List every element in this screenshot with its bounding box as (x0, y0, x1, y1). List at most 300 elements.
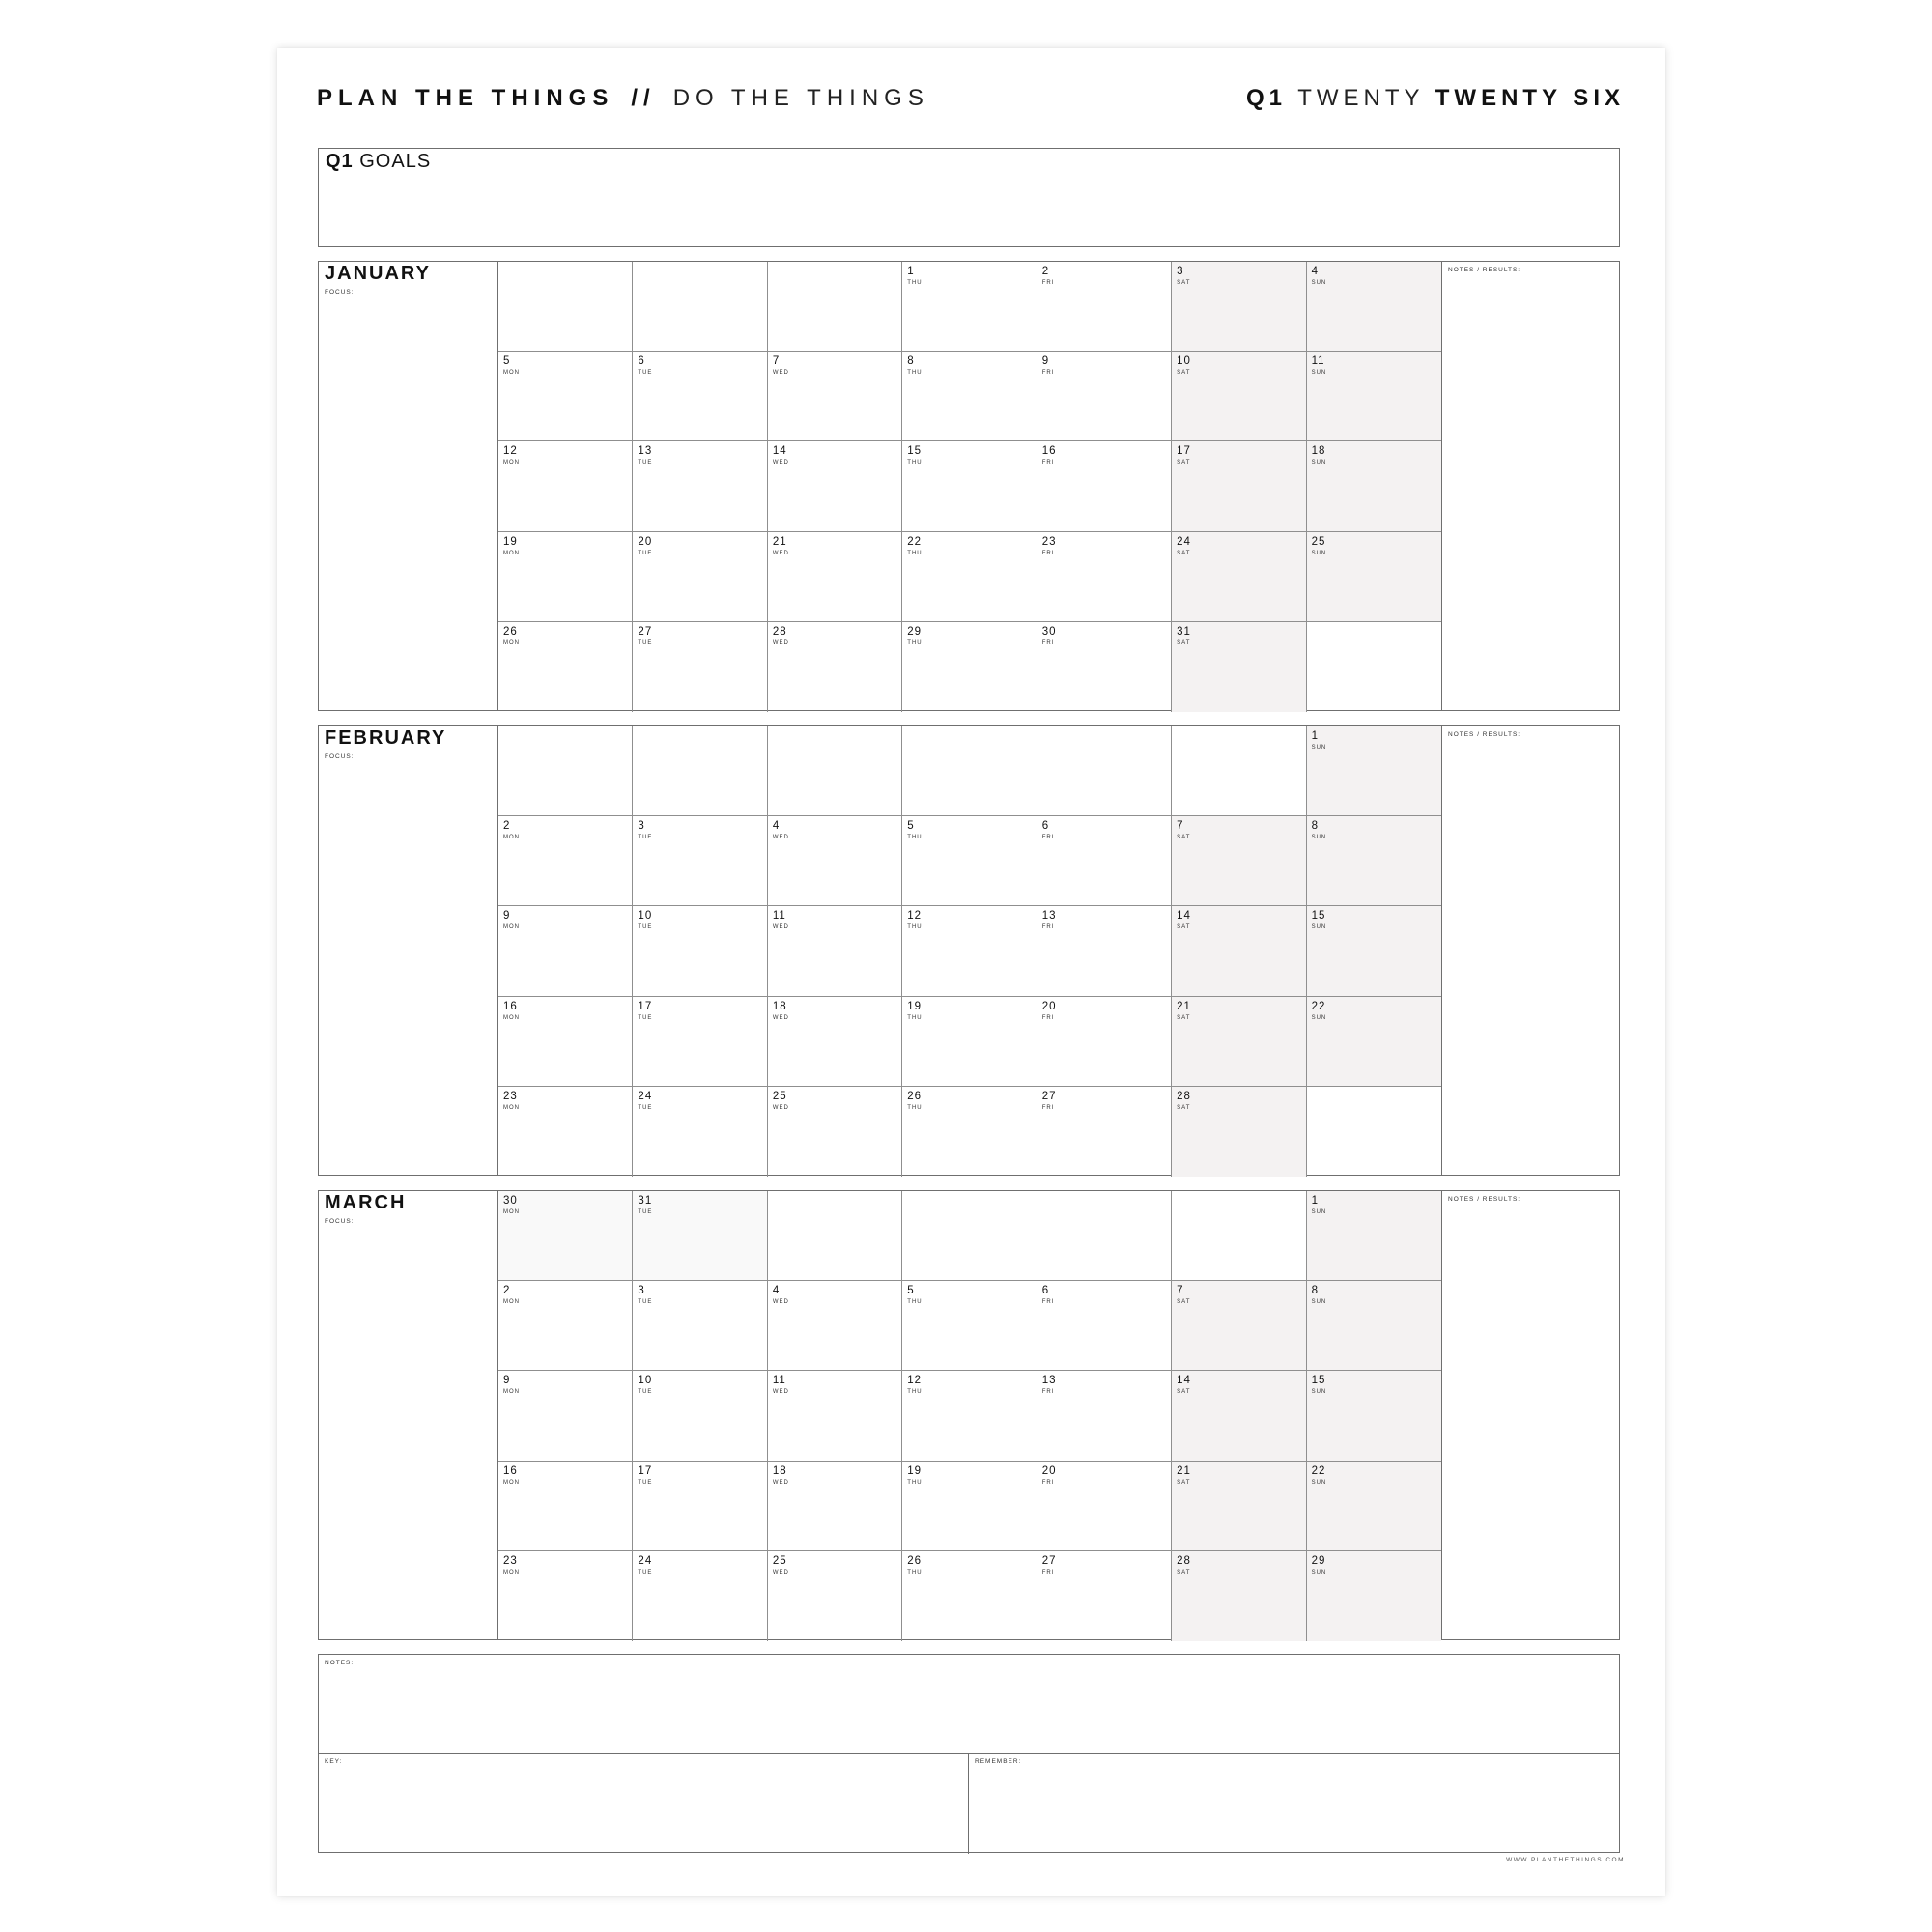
day-cell (498, 1462, 633, 1551)
year-bold: TWENTY SIX (1435, 85, 1625, 111)
brand-bold: PLAN THE THINGS (317, 85, 614, 111)
day-name: MON (503, 835, 520, 841)
day-name: THU (907, 1479, 923, 1486)
day-cell (1037, 816, 1172, 906)
day-name: TUE (638, 835, 653, 841)
day-number: 16 (503, 1000, 518, 1012)
day-cell (1037, 441, 1172, 531)
day-number: 11 (772, 1375, 786, 1387)
day-name: WED (772, 1479, 789, 1486)
day-number: 13 (1041, 910, 1057, 923)
day-name: FRI (1041, 1389, 1055, 1396)
goals-prefix: Q1 (326, 151, 354, 172)
footer-url: WWW.PLANTHETHINGS.COM (1506, 1857, 1625, 1863)
day-cell (768, 1281, 902, 1371)
day-number: 6 (1041, 820, 1050, 833)
day-cell (633, 1462, 767, 1551)
day-cell (1172, 816, 1306, 906)
day-name: SUN (1311, 745, 1327, 751)
day-number: 25 (772, 1090, 787, 1102)
day-name: MON (503, 550, 520, 556)
day-name: SUN (1311, 1569, 1327, 1576)
day-cell (768, 906, 902, 996)
day-cell (1307, 262, 1441, 352)
goals-label: GOALS (359, 151, 432, 172)
empty-day-cell (1037, 1191, 1172, 1281)
day-cell (633, 1551, 767, 1641)
day-cell (768, 1087, 902, 1177)
key-label: KEY: (325, 1758, 343, 1765)
day-number: 16 (1041, 445, 1057, 458)
day-number: 21 (1177, 1000, 1191, 1012)
day-number: 4 (1311, 266, 1319, 277)
day-name: MON (503, 460, 520, 467)
day-number: 8 (1311, 820, 1319, 833)
day-cell (633, 1191, 767, 1281)
day-number: 14 (1177, 910, 1191, 923)
day-name: TUE (638, 1389, 653, 1396)
day-name: THU (907, 1104, 923, 1111)
day-name: WED (772, 1014, 789, 1021)
day-cell (902, 1551, 1037, 1641)
day-cell (1307, 997, 1441, 1087)
day-name: WED (772, 1104, 789, 1111)
day-name: WED (772, 550, 789, 556)
month-name: FEBRUARY (325, 727, 447, 749)
focus-label: FOCUS: (325, 1218, 355, 1225)
day-cell (1307, 532, 1441, 622)
day-name: THU (907, 1389, 923, 1396)
day-name: SUN (1311, 1299, 1327, 1306)
day-name: FRI (1041, 280, 1055, 286)
day-cell (768, 1462, 902, 1551)
empty-day-cell (498, 262, 633, 352)
day-name: FRI (1041, 1569, 1055, 1576)
day-name: TUE (638, 1569, 653, 1576)
day-cell (1172, 997, 1306, 1087)
day-number: 12 (907, 910, 923, 923)
day-cell (633, 532, 767, 622)
day-number: 7 (1177, 820, 1184, 833)
empty-day-cell (1307, 622, 1441, 712)
day-name: TUE (638, 924, 653, 931)
day-name: THU (907, 370, 923, 377)
day-number: 3 (638, 820, 645, 833)
day-name: SAT (1177, 924, 1191, 931)
bottom-notes-box (318, 1654, 1620, 1853)
day-number: 23 (503, 1090, 518, 1102)
day-name: THU (907, 924, 923, 931)
day-name: SAT (1177, 1104, 1191, 1111)
day-name: FRI (1041, 1479, 1055, 1486)
month-label-cell (319, 726, 498, 1175)
day-name: FRI (1041, 370, 1055, 377)
day-number: 26 (907, 1554, 923, 1567)
day-number: 10 (638, 910, 653, 923)
header-brand (317, 85, 929, 112)
day-name: MON (503, 1389, 520, 1396)
day-name: THU (907, 639, 923, 646)
day-number: 13 (1041, 1375, 1057, 1387)
brand-separator: // (631, 85, 656, 111)
day-cell (902, 532, 1037, 622)
day-cell (1037, 997, 1172, 1087)
day-cell (498, 1087, 633, 1177)
notes-results-column (1441, 262, 1621, 710)
day-number: 29 (907, 625, 923, 638)
day-number: 18 (1311, 445, 1326, 458)
day-name: SAT (1177, 1014, 1191, 1021)
day-name: SAT (1177, 1479, 1191, 1486)
day-name: TUE (638, 639, 653, 646)
day-number: 30 (1041, 625, 1057, 638)
year-light: TWENTY (1297, 85, 1425, 111)
day-number: 26 (907, 1090, 923, 1102)
notes-results-label: NOTES / RESULTS: (1448, 731, 1521, 738)
day-number: 13 (638, 445, 653, 458)
day-number: 9 (503, 910, 511, 923)
day-number: 15 (1311, 910, 1326, 923)
day-number: 6 (638, 355, 645, 368)
day-name: SUN (1311, 370, 1327, 377)
empty-day-cell (768, 1191, 902, 1281)
day-cell (1172, 352, 1306, 441)
day-cell (1037, 1371, 1172, 1461)
month-label-cell (319, 262, 498, 710)
day-name: FRI (1041, 1014, 1055, 1021)
day-number: 17 (638, 1464, 653, 1477)
day-cell (1307, 816, 1441, 906)
day-cell (498, 997, 633, 1087)
goals-box (318, 148, 1620, 247)
day-name: TUE (638, 460, 653, 467)
day-number: 22 (1311, 1464, 1326, 1477)
day-number: 11 (1311, 355, 1325, 368)
day-cell (1172, 1087, 1306, 1177)
day-number: 4 (772, 1285, 781, 1297)
day-name: MON (503, 1299, 520, 1306)
day-cell (768, 997, 902, 1087)
day-number: 31 (638, 1195, 653, 1207)
day-number: 19 (503, 535, 518, 548)
day-cell (1172, 1462, 1306, 1551)
day-cell (1172, 622, 1306, 712)
day-name: WED (772, 835, 789, 841)
day-number: 3 (1177, 266, 1184, 277)
day-cell (1307, 726, 1441, 816)
day-number: 23 (503, 1554, 518, 1567)
day-number: 24 (1177, 535, 1191, 548)
day-name: SAT (1177, 460, 1191, 467)
day-name: THU (907, 1569, 923, 1576)
day-number: 27 (1041, 1554, 1057, 1567)
day-name: SUN (1311, 1389, 1327, 1396)
day-name: FRI (1041, 924, 1055, 931)
day-cell (633, 1087, 767, 1177)
day-number: 29 (1311, 1554, 1326, 1567)
day-cell (902, 816, 1037, 906)
day-cell (633, 622, 767, 712)
day-number: 2 (503, 820, 511, 833)
day-cell (498, 622, 633, 712)
day-cell (633, 352, 767, 441)
day-name: WED (772, 460, 789, 467)
day-cell (902, 262, 1037, 352)
day-name: SAT (1177, 280, 1191, 286)
day-number: 11 (772, 910, 786, 923)
day-number: 14 (772, 445, 787, 458)
day-number: 20 (1041, 1000, 1057, 1012)
day-cell (902, 906, 1037, 996)
day-name: TUE (638, 370, 653, 377)
day-number: 19 (907, 1464, 923, 1477)
day-cell (768, 1371, 902, 1461)
day-cell (768, 441, 902, 531)
day-name: THU (907, 835, 923, 841)
day-name: SAT (1177, 639, 1191, 646)
month-name: JANUARY (325, 263, 431, 284)
day-cell (902, 441, 1037, 531)
day-name: FRI (1041, 1104, 1055, 1111)
day-number: 7 (1177, 1285, 1184, 1297)
day-cell (768, 816, 902, 906)
day-cell (1307, 1191, 1441, 1281)
day-number: 18 (772, 1464, 787, 1477)
day-name: SAT (1177, 1299, 1191, 1306)
day-cell (1307, 441, 1441, 531)
day-cell (498, 816, 633, 906)
day-cell (768, 622, 902, 712)
day-name: MON (503, 639, 520, 646)
day-name: MON (503, 1104, 520, 1111)
day-cell (498, 1371, 633, 1461)
brand-light: DO THE THINGS (672, 85, 929, 111)
empty-day-cell (1307, 1087, 1441, 1177)
day-cell (498, 1551, 633, 1641)
day-cell (1307, 1281, 1441, 1371)
day-cell (498, 352, 633, 441)
day-name: SAT (1177, 1389, 1191, 1396)
focus-label: FOCUS: (325, 753, 355, 760)
notes-label: NOTES: (325, 1660, 355, 1666)
day-cell (633, 1281, 767, 1371)
day-number: 1 (1311, 730, 1319, 742)
day-name: MON (503, 1479, 520, 1486)
month-name: MARCH (325, 1192, 407, 1213)
day-name: FRI (1041, 550, 1055, 556)
day-number: 9 (503, 1375, 511, 1387)
day-name: SUN (1311, 550, 1327, 556)
day-number: 15 (907, 445, 923, 458)
day-number: 25 (772, 1554, 787, 1567)
day-cell (1307, 1371, 1441, 1461)
day-name: TUE (638, 550, 653, 556)
empty-day-cell (1172, 726, 1306, 816)
month-label-cell (319, 1191, 498, 1639)
day-cell (768, 352, 902, 441)
day-number: 12 (907, 1375, 923, 1387)
day-number: 28 (1177, 1090, 1191, 1102)
day-number: 10 (1177, 355, 1191, 368)
day-cell (1037, 532, 1172, 622)
day-number: 31 (1177, 625, 1191, 638)
day-number: 22 (1311, 1000, 1326, 1012)
day-cell (1037, 352, 1172, 441)
day-name: THU (907, 1014, 923, 1021)
day-cell (1037, 1462, 1172, 1551)
key-box (319, 1753, 969, 1854)
empty-day-cell (498, 726, 633, 816)
day-number: 6 (1041, 1285, 1050, 1297)
day-number: 30 (503, 1195, 518, 1207)
empty-day-cell (633, 262, 767, 352)
day-name: MON (503, 1014, 520, 1021)
day-number: 1 (907, 266, 915, 277)
day-name: WED (772, 1569, 789, 1576)
month-block-february (318, 725, 1620, 1176)
day-name: MON (503, 1569, 520, 1576)
day-name: THU (907, 280, 923, 286)
remember-box (969, 1753, 1619, 1854)
day-name: THU (907, 1299, 923, 1306)
day-number: 21 (772, 535, 787, 548)
day-cell (498, 532, 633, 622)
day-name: WED (772, 1299, 789, 1306)
day-number: 28 (1177, 1554, 1191, 1567)
empty-day-cell (902, 1191, 1037, 1281)
day-name: WED (772, 1389, 789, 1396)
day-cell (1172, 262, 1306, 352)
day-cell (1037, 262, 1172, 352)
day-cell (633, 906, 767, 996)
day-name: FRI (1041, 835, 1055, 841)
empty-day-cell (1172, 1191, 1306, 1281)
day-cell (633, 816, 767, 906)
day-name: WED (772, 924, 789, 931)
day-number: 2 (503, 1285, 511, 1297)
day-number: 5 (907, 1285, 915, 1297)
day-number: 27 (1041, 1090, 1057, 1102)
day-name: WED (772, 639, 789, 646)
day-number: 22 (907, 535, 923, 548)
day-cell (1172, 1281, 1306, 1371)
day-number: 25 (1311, 535, 1326, 548)
day-name: TUE (638, 1104, 653, 1111)
day-number: 8 (907, 355, 915, 368)
day-number: 8 (1311, 1285, 1319, 1297)
day-number: 10 (638, 1375, 653, 1387)
day-cell (1037, 1281, 1172, 1371)
day-cell (1307, 352, 1441, 441)
day-name: FRI (1041, 460, 1055, 467)
day-cell (768, 532, 902, 622)
day-cell (633, 441, 767, 531)
day-cell (1037, 622, 1172, 712)
month-block-january (318, 261, 1620, 711)
day-name: TUE (638, 1479, 653, 1486)
day-name: SAT (1177, 1569, 1191, 1576)
month-block-march (318, 1190, 1620, 1640)
day-cell (498, 906, 633, 996)
day-name: THU (907, 550, 923, 556)
day-number: 2 (1041, 266, 1050, 277)
day-name: WED (772, 370, 789, 377)
focus-label: FOCUS: (325, 289, 355, 296)
day-cell (633, 997, 767, 1087)
day-cell (1172, 1551, 1306, 1641)
day-cell (1172, 1371, 1306, 1461)
day-number: 18 (772, 1000, 787, 1012)
notes-results-column (1441, 1191, 1621, 1639)
day-number: 23 (1041, 535, 1057, 548)
remember-label: REMEMBER: (975, 1758, 1022, 1765)
day-cell (633, 1371, 767, 1461)
day-name: MON (503, 1209, 520, 1215)
day-name: SAT (1177, 370, 1191, 377)
day-number: 20 (1041, 1464, 1057, 1477)
day-number: 17 (638, 1000, 653, 1012)
day-name: TUE (638, 1299, 653, 1306)
day-cell (902, 1087, 1037, 1177)
day-cell (1172, 441, 1306, 531)
day-name: SUN (1311, 924, 1327, 931)
empty-day-cell (902, 726, 1037, 816)
day-number: 19 (907, 1000, 923, 1012)
day-cell (902, 1462, 1037, 1551)
day-name: SUN (1311, 1209, 1327, 1215)
day-cell (498, 441, 633, 531)
header-quarter (1246, 85, 1625, 112)
day-cell (1172, 906, 1306, 996)
day-name: THU (907, 460, 923, 467)
empty-day-cell (1037, 726, 1172, 816)
day-cell (1307, 906, 1441, 996)
day-number: 5 (503, 355, 511, 368)
day-number: 17 (1177, 445, 1191, 458)
day-cell (1037, 906, 1172, 996)
day-name: MON (503, 370, 520, 377)
day-cell (902, 352, 1037, 441)
day-number: 5 (907, 820, 915, 833)
day-cell (1172, 532, 1306, 622)
day-number: 16 (503, 1464, 518, 1477)
day-name: SUN (1311, 1479, 1327, 1486)
day-number: 24 (638, 1090, 653, 1102)
empty-day-cell (768, 262, 902, 352)
day-name: SAT (1177, 835, 1191, 841)
day-cell (768, 1551, 902, 1641)
day-number: 12 (503, 445, 518, 458)
day-name: FRI (1041, 1299, 1055, 1306)
notes-results-column (1441, 726, 1621, 1175)
day-cell (1037, 1087, 1172, 1177)
day-name: MON (503, 924, 520, 931)
goals-title (326, 151, 431, 173)
day-cell (902, 622, 1037, 712)
day-number: 24 (638, 1554, 653, 1567)
day-name: SUN (1311, 280, 1327, 286)
day-cell (1037, 1551, 1172, 1641)
day-number: 9 (1041, 355, 1050, 368)
day-number: 26 (503, 625, 518, 638)
day-number: 27 (638, 625, 653, 638)
day-cell (902, 1281, 1037, 1371)
day-name: SUN (1311, 1014, 1327, 1021)
quarter-label: Q1 (1245, 85, 1287, 111)
day-number: 1 (1311, 1195, 1319, 1207)
day-number: 3 (638, 1285, 645, 1297)
empty-day-cell (768, 726, 902, 816)
